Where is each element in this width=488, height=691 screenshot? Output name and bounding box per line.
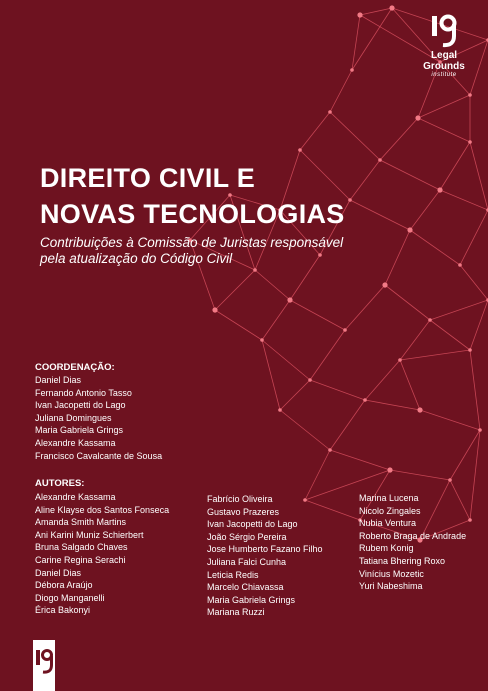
network-node <box>448 478 452 482</box>
name-item: Aline Klayse dos Santos Fonseca <box>35 504 170 515</box>
name-item: Vinícius Mozetic <box>359 568 424 579</box>
network-node <box>350 68 354 72</box>
title-line-1: DIREITO CIVIL E <box>40 163 256 193</box>
book-subtitle <box>40 235 343 267</box>
name-item: Ani Karini Muniz Schierbert <box>35 529 144 540</box>
network-node <box>260 338 264 342</box>
authors-heading: AUTORES: <box>35 478 85 489</box>
subtitle-line-2: pela atualização do Código Civil <box>40 251 233 266</box>
network-node <box>437 187 442 192</box>
name-item: Fabrício Oliveira <box>207 494 273 504</box>
logo-name-line3: institute <box>431 72 457 78</box>
name-item: Ivan Jacopetti do Lago <box>207 519 298 530</box>
network-node <box>387 467 392 472</box>
name-item: Amanda Smith Martins <box>35 517 127 528</box>
name-item: Maria Gabriela Grings <box>207 594 296 605</box>
network-line <box>280 410 330 450</box>
network-line <box>350 200 410 230</box>
name-item: Leticia Redis <box>207 569 259 580</box>
name-item: Fernando Antonio Tasso <box>35 387 132 398</box>
network-node <box>382 282 387 287</box>
name-item: Maria Gabriela Grings <box>35 425 124 436</box>
network-node <box>357 12 362 17</box>
network-line <box>280 380 310 410</box>
network-line <box>345 285 385 330</box>
network-node <box>468 518 472 522</box>
name-item: Nicolo Zingales <box>359 505 421 516</box>
network-node <box>287 297 292 302</box>
name-item: Francisco Cavalcante de Sousa <box>35 450 163 461</box>
network-line <box>385 285 430 320</box>
network-line <box>470 40 488 95</box>
network-line <box>360 8 392 15</box>
name-item: Tatiana Bhering Roxo <box>359 555 446 566</box>
name-item: Roberto Braga de Andrade <box>359 530 467 541</box>
publisher-mark <box>33 640 55 691</box>
network-line <box>470 300 488 350</box>
network-node <box>428 318 432 322</box>
network-line <box>300 112 330 150</box>
network-line <box>400 350 470 360</box>
network-line <box>330 70 352 112</box>
network-line <box>262 340 310 380</box>
name-item: Jose Humberto Fazano Filho <box>207 544 323 555</box>
network-node <box>253 268 257 272</box>
book-title <box>40 160 345 232</box>
network-line <box>380 118 418 160</box>
network-node <box>378 158 382 162</box>
title-line-2: NOVAS TECNOLOGIAS <box>40 199 345 229</box>
name-item: Marcelo Chiavassa <box>207 582 284 593</box>
network-node <box>298 148 302 152</box>
coordination-list <box>35 374 162 462</box>
network-node <box>348 198 352 202</box>
network-line <box>430 320 470 350</box>
network-line <box>440 190 488 210</box>
authors-column-2 <box>207 493 323 619</box>
name-item: Nubia Ventura <box>359 518 417 529</box>
network-node <box>478 428 482 432</box>
network-node <box>308 378 312 382</box>
network-line <box>470 350 480 430</box>
name-item: Érica Bakonyi <box>35 605 91 616</box>
network-node <box>468 348 472 352</box>
network-line <box>215 270 255 310</box>
network-line <box>420 410 480 430</box>
network-line <box>430 300 488 320</box>
name-item: Yuri Nabeshima <box>359 581 423 592</box>
name-item: Gustavo Prazeres <box>207 506 280 517</box>
network-line <box>418 118 470 142</box>
legal-grounds-logo <box>416 12 472 79</box>
network-node <box>363 398 367 402</box>
coordination-heading: COORDENAÇÃO: <box>35 362 115 373</box>
name-item: Daniel Dias <box>35 567 82 578</box>
network-node <box>328 448 332 452</box>
name-item: Bruna Salgado Chaves <box>35 542 128 553</box>
network-node <box>389 5 394 10</box>
network-line <box>330 450 390 470</box>
name-item: Carine Regina Serachi <box>35 554 126 565</box>
network-node <box>343 328 347 332</box>
name-item: Alexandre Kassama <box>35 492 116 502</box>
name-item: Diogo Manganelli <box>35 592 105 603</box>
network-line <box>410 230 460 265</box>
network-node <box>468 93 472 97</box>
authors-column-3 <box>359 492 466 593</box>
logo-name-line2: Grounds <box>423 61 465 72</box>
name-item: Marina Lucena <box>359 493 419 503</box>
network-line <box>255 270 290 300</box>
network-line <box>310 330 345 380</box>
network-node <box>415 115 420 120</box>
name-item: Juliana Domingues <box>35 412 112 423</box>
network-line <box>380 160 440 190</box>
network-node <box>278 408 282 412</box>
network-line <box>350 160 380 200</box>
network-node <box>407 227 412 232</box>
network-line <box>390 470 450 480</box>
name-item: Juliana Falci Cunha <box>207 556 287 567</box>
network-line <box>330 400 365 450</box>
network-node <box>468 140 472 144</box>
name-item: Rubem Konig <box>359 543 414 554</box>
authors-column-1 <box>35 491 169 617</box>
name-item: João Sérgio Pereira <box>207 531 287 542</box>
network-line <box>262 340 280 410</box>
logo-name-line1: Legal <box>430 50 458 61</box>
network-line <box>460 210 488 265</box>
name-item: Daniel Dias <box>35 375 82 385</box>
network-line <box>400 360 420 410</box>
network-line <box>440 142 470 190</box>
network-line <box>460 265 488 300</box>
network-line <box>470 142 488 210</box>
network-line <box>290 300 345 330</box>
network-line <box>410 190 440 230</box>
network-node <box>212 307 217 312</box>
name-item: Mariana Ruzzi <box>207 607 265 618</box>
lg-monogram-icon <box>429 12 459 50</box>
network-line <box>215 310 262 340</box>
network-node <box>417 407 422 412</box>
lg-monogram-icon <box>33 646 55 682</box>
network-line <box>310 380 365 400</box>
network-line <box>352 15 360 70</box>
network-line <box>385 230 410 285</box>
name-item: Débora Araújo <box>35 580 93 591</box>
network-line <box>365 400 420 410</box>
name-item: Ivan Jacopetti do Lago <box>35 400 126 411</box>
subtitle-line-1: Contribuições à Comissão de Juristas responsável <box>40 235 344 250</box>
network-line <box>365 360 400 400</box>
network-node <box>328 110 332 114</box>
network-line <box>400 320 430 360</box>
network-line <box>262 300 290 340</box>
network-node <box>458 263 462 267</box>
network-line <box>352 8 392 70</box>
network-line <box>330 112 380 160</box>
network-node <box>398 358 402 362</box>
name-item: Alexandre Kassama <box>35 437 116 448</box>
